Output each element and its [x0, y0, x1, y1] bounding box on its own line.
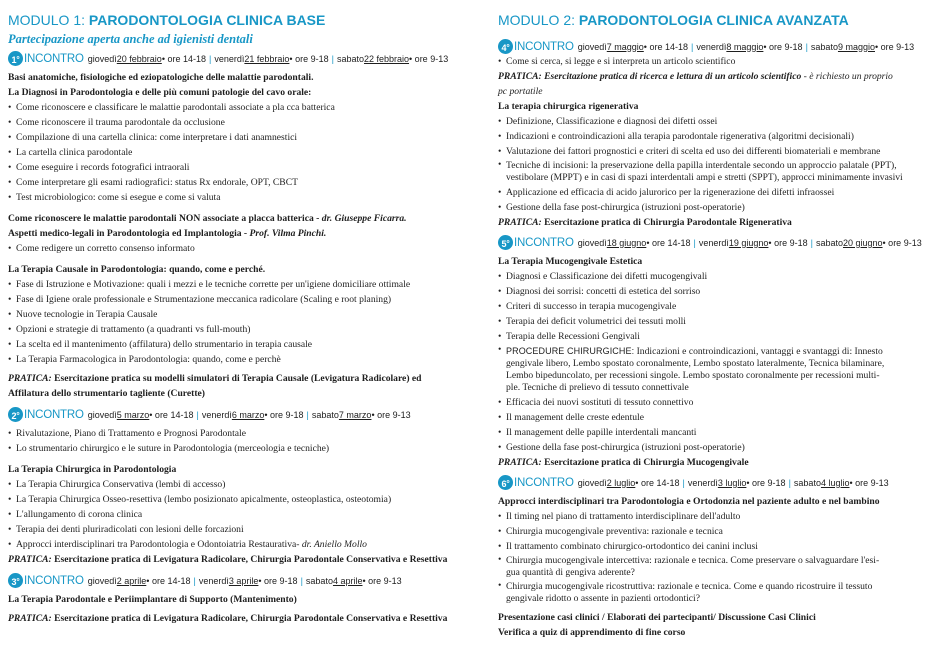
- module-1-title: MODULO 1: PARODONTOLOGIA CLINICA BASE: [8, 12, 326, 28]
- meeting-6-header: 6$^o$ INCONTRO giovedì 2 luglio • ore 14-18 | venerdì 3 luglio • ore 9-18 | sabato 4 luglio • ore 9-13: [498, 475, 938, 490]
- list-item: • Diagnosi dei sorrisi: concetti di estetica del sorriso: [498, 284, 938, 299]
- list-item: • Chirurgia mucogengivale intercettiva: razionale e tecnica. Come preservare o salvaguardare l'esi- gua quantità di gengiva aderente?: [498, 554, 938, 580]
- topic-list: [8, 426, 468, 456]
- list-item: • Rivalutazione, Piano di Trattamento e Prognosi Parodontale: [8, 426, 468, 441]
- module-2-title: MODULO 2: PARODONTOLOGIA CLINICA AVANZATA: [498, 12, 849, 28]
- meeting-1-content: Basi anatomiche, fisiologiche ed eziopatologiche delle malattie parodontali. La Diagnosi in Parodontologia e delle più comuni patologie del cavo orale: • Come riconoscere e classificare le malattie parodontali associate a pla cca batterica • Come riconoscere il trauma parodontale da occlusione • Compilazione di una cartella clinica: come interpretare i dati anamnestici • La cartella clinica parodontale • Come eseguire i records fotografici intraorali • Come interpretare gli esami radiografici: status Rx endorale, OPT, CBCT • Test microbiologico: come si esegue e come si valuta Come riconoscere le malattie parodontali NON associate a placca batterica - dr. Giuseppe Ficarra. Aspetti medico-legali in Parodontologia ed Implantologia - Prof. Vilma Pinchi. • Come redigere un corretto consenso informato La Terapia Causale in Parodontologia: quando, come e perché. • Fase di Istruzione e Motivazione: quali i mezzi e le tecniche corrette per un'igiene domiciliare ottimale • Fase di Igiene orale professionale e Strumentazione meccanica radicolare (Scaling e root planing) • Nuove tecnologie in Terapia Causale • Opzioni e strategie di trattamento (a quadranti vs full-mouth) • La scelta ed il mantenimento (affilatura) dello strumentario in terapia causale • La Terapia Farmacologica in Parodontologia: quando, come e perchè PRATICA: Esercitazione pratica su modelli simulatori di Terapia Causale (Levigatura Radicolare) ed Affilatura dello strumentario tagliente (Curette): [8, 70, 468, 401]
- meeting-number-badge: 5$^o$: [498, 235, 513, 250]
- list-item: • Applicazione ed efficacia di acido jalurorico per la rigenerazione dei difetti infraossei: [498, 185, 938, 200]
- meeting-number-badge: 6$^o$: [498, 475, 513, 490]
- list-item: • Come riconoscere e classificare le malattie parodontali associate a pla cca batterica: [8, 100, 468, 115]
- list-item: • Come si cerca, si legge e si interpreta un articolo scientifico: [498, 54, 938, 69]
- meeting-4-header: 4$^o$ INCONTRO giovedì 7 maggio • ore 14-18 | venerdì 8 maggio • ore 9-18 | sabato 9 maggio • ore 9-13: [498, 39, 938, 54]
- list-item: • L'allungamento di corona clinica: [8, 507, 468, 522]
- meeting-6-content: Approcci interdisciplinari tra Parodontologia e Ortodonzia nel paziente adulto e nel bambino • Il timing nel piano di trattamento interdisciplinare dell'adulto • Chirurgia mucogengivale preventiva: razionale e tecnica • Il trattamento combinato chirurgico-ortodontico dei canini inclusi • Chirurgia mucogengivale intercettiva: razionale e tecnica. Come preservare o salvaguardare l'esi- gua quantità di gengiva aderente? • Chirurgia mucogengivale ricostruttiva: razionale e tecnica. Come e quando ricostruire il tessuto gengivale ridotto o assente in pazienti ortodontici? Presentazione casi clinici / Elaborati dei partecipanti/ Discussione Casi Clinici Verifica a quiz di apprendimento di fine corso: [498, 494, 938, 640]
- list-item: • Il management delle papille interdentali mancanti: [498, 425, 938, 440]
- topic-list: [8, 477, 468, 552]
- topic-list: [498, 54, 938, 69]
- topic-list: [498, 509, 938, 606]
- list-item: • Come redigere un corretto consenso informato: [8, 241, 468, 256]
- module-1-subtitle: Partecipazione aperta anche ad igienisti dentali: [8, 32, 253, 46]
- list-item: • Lo strumentario chirurgico e le suture in Parodontologia (merceologia e tecniche): [8, 441, 468, 456]
- list-item: • Come interpretare gli esami radiografici: status Rx endorale, OPT, CBCT: [8, 175, 468, 190]
- list-item: • Gestione della fase post-chirurgica (istruzioni post-operatorie): [498, 200, 938, 215]
- list-item: • La Terapia Farmacologica in Parodontologia: quando, come e perchè: [8, 352, 468, 367]
- list-item: • Criteri di successo in terapia mucogengivale: [498, 299, 938, 314]
- list-item: • PROCEDURE CHIRURGICHE: Indicazioni e controindicazioni, vantaggi e svantaggi di: Innesto gengivale libero, Lembo spostato coronalmente, Lembo spostato lateralmente, Tecnica bilaminare, Lembo bipeduncolato, per recessioni singole. Lembo spostato coronalmente per recessioni multi- ple. Tecniche di prelievo di tessuto connettivale: [498, 344, 938, 395]
- list-item: • Approcci interdisciplinari tra Parodontologia e Odontoiatria Restaurativa- dr. Aniello Mollo: [8, 537, 468, 552]
- practice-note: PRATICA: Esercitazione pratica di Levigatura Radicolare, Chirurgia Parodontale Conservativa e Resettiva: [8, 613, 448, 624]
- module-2: [498, 0, 938, 640]
- meeting-2-content: • Rivalutazione, Piano di Trattamento e Prognosi Parodontale • Lo strumentario chirurgico e le suture in Parodontologia (merceologia e tecniche) La Terapia Chirurgica in Parodontologia • La Terapia Chirurgica Conservativa (lembi di accesso) • La Terapia Chirurgica Osseo-resettiva (lembo posizionato apicalmente, osteoplastica, osteotomia) • L'allungamento di corona clinica • Terapia dei denti pluriradicolati con lesioni delle forcazioni • Approcci interdisciplinari tra Parodontologia e Odontoiatria Restaurativa- dr. Aniello Mollo PRATICA: Esercitazione pratica di Levigatura Radicolare, Chirurgia Parodontale Conservativa e Resettiva: [8, 426, 468, 567]
- list-item: • Opzioni e strategie di trattamento (a quadranti vs full-mouth): [8, 322, 468, 337]
- list-item: • Terapia dei deficit volumetrici dei tessuti molli: [498, 314, 938, 329]
- list-item: • La Terapia Chirurgica Osseo-resettiva (lembo posizionato apicalmente, osteoplastica, osteotomia): [8, 492, 468, 507]
- topic-list: [8, 277, 468, 367]
- topic-list: [498, 269, 938, 455]
- meeting-number-badge: 3$^o$: [8, 573, 23, 588]
- list-item: • Gestione della fase post-chirurgica (istruzioni post-operatorie): [498, 440, 938, 455]
- list-item: • Il trattamento combinato chirurgico-ortodontico dei canini inclusi: [498, 539, 938, 554]
- meeting-number-badge: 4$^o$: [498, 39, 513, 54]
- list-item: • Il management delle creste edentule: [498, 410, 938, 425]
- meeting-3-header: 3$^o$ INCONTRO giovedì 2 aprile • ore 14-18 | venerdì 3 aprile • ore 9-18 | sabato 4 aprile • ore 9-13: [8, 573, 468, 588]
- practice-note: PRATICA: Esercitazione pratica su modelli simulatori di Terapia Causale (Levigatura Radicolare) ed: [8, 373, 422, 384]
- topic-list: [8, 241, 468, 256]
- topic-list: [8, 100, 468, 205]
- meeting-2-header: 2$^o$ INCONTRO giovedì 5 marzo • ore 14-18 | venerdì 6 marzo • ore 9-18 | sabato 7 marzo • ore 9-13: [8, 407, 468, 422]
- module-1: [8, 0, 468, 626]
- closing-line-1: Presentazione casi clinici / Elaborati dei partecipanti/ Discussione Casi Clinici: [498, 612, 816, 623]
- meeting-5-header: 5$^o$ INCONTRO giovedì 18 giugno • ore 14-18 | venerdì 19 giugno • ore 9-18 | sabato 20 giugno • ore 9-13: [498, 235, 938, 250]
- practice-note: PRATICA: Esercitazione pratica di Levigatura Radicolare, Chirurgia Parodontale Conservativa e Resettiva: [8, 554, 448, 565]
- list-item: • Terapia delle Recessioni Gengivali: [498, 329, 938, 344]
- list-item: • Valutazione dei fattori prognostici e criteri di scelta ed uso dei differenti biomateriali e membrane: [498, 144, 938, 159]
- list-item: • Efficacia dei nuovi sostituti di tessuto connettivo: [498, 395, 938, 410]
- meeting-number-badge: 1$^o$: [8, 51, 23, 66]
- list-item: • La cartella clinica parodontale: [8, 145, 468, 160]
- list-item: • Compilazione di una cartella clinica: come interpretare i dati anamnestici: [8, 130, 468, 145]
- list-item: • Chirurgia mucogengivale preventiva: razionale e tecnica: [498, 524, 938, 539]
- list-item: • Nuove tecnologie in Terapia Causale: [8, 307, 468, 322]
- topic-list: [498, 114, 938, 215]
- meeting-1-header: 1$^o$ INCONTRO giovedì 20 febbraio • ore 14-18 | venerdì 21 febbraio • ore 9-18 | sabato 22 febbraio • ore 9-13: [8, 51, 468, 66]
- list-item: • Come eseguire i records fotografici intraorali: [8, 160, 468, 175]
- list-item: • Tecniche di incisioni: la preservazione della papilla interdentale secondo un approccio palatale (PPT), vestibolare (MPPT) e in casi di spazi interdentali ampi e stretti (SPPT), approcci minimamente invasivi: [498, 159, 938, 185]
- list-item: • Test microbiologico: come si esegue e come si valuta: [8, 190, 468, 205]
- practice-note: PRATICA: Esercitazione pratica di ricerca e lettura di un articolo scientifico - è richiesto un proprio: [498, 71, 893, 82]
- list-item: • Indicazioni e controindicazioni alla terapia parodontale rigenerativa (algoritmi decisionali): [498, 129, 938, 144]
- list-item: • Diagnosi e Classificazione dei difetti mucogengivali: [498, 269, 938, 284]
- list-item: • La Terapia Chirurgica Conservativa (lembi di accesso): [8, 477, 468, 492]
- meeting-5-content: La Terapia Mucogengivale Estetica • Diagnosi e Classificazione dei difetti mucogengivali • Diagnosi dei sorrisi: concetti di estetica del sorriso • Criteri di successo in terapia mucogengivale • Terapia dei deficit volumetrici dei tessuti molli • Terapia delle Recessioni Gengivali • PROCEDURE CHIRURGICHE: Indicazioni e controindicazioni, vantaggi e svantaggi di: Innesto gengivale libero, Lembo spostato coronalmente, Lembo spostato lateralmente, Tecnica bilaminare, Lembo bipeduncolato, per recessioni singole. Lembo spostato coronalmente per recessioni multi- ple. Tecniche di prelievo di tessuto connettivale • Efficacia dei nuovi sostituti di tessuto connettivo • Il management delle creste edentule • Il management delle papille interdentali mancanti • Gestione della fase post-chirurgica (istruzioni post-operatorie) PRATICA: Esercitazione pratica di Chirurgia Mucogengivale: [498, 254, 938, 470]
- meeting-4-content: • Come si cerca, si legge e si interpreta un articolo scientifico PRATICA: Esercitazione pratica di ricerca e lettura di un articolo scientifico - è richiesto un proprio pc portatile La terapia chirurgica rigenerativa • Definizione, Classificazione e diagnosi dei difetti ossei • Indicazioni e controindicazioni alla terapia parodontale rigenerativa (algoritmi decisionali) • Valutazione dei fattori prognostici e criteri di scelta ed uso dei differenti biomateriali e membrane • Tecniche di incisioni: la preservazione della papilla interdentale secondo un approccio palatale (PPT), vestibolare (MPPT) e in casi di spazi interdentali ampi e stretti (SPPT), approcci minimamente invasivi • Applicazione ed efficacia di acido jalurorico per la rigenerazione dei difetti infraossei • Gestione della fase post-chirurgica (istruzioni post-operatorie) PRATICA: Esercitazione pratica di Chirurgia Parodontale Rigenerativa: [498, 54, 938, 230]
- list-item: • Terapia dei denti pluriradicolati con lesioni delle forcazioni: [8, 522, 468, 537]
- list-item: • Fase di Igiene orale professionale e Strumentazione meccanica radicolare (Scaling e root planing): [8, 292, 468, 307]
- list-item: • Chirurgia mucogengivale ricostruttiva: razionale e tecnica. Come e quando ricostruire il tessuto gengivale ridotto o assente in pazienti ortodontici?: [498, 580, 938, 606]
- practice-note: PRATICA: Esercitazione pratica di Chirurgia Parodontale Rigenerativa: [498, 217, 792, 228]
- closing-line-2: Verifica a quiz di apprendimento di fine corso: [498, 627, 686, 638]
- list-item: • Come riconoscere il trauma parodontale da occlusione: [8, 115, 468, 130]
- meeting-number-badge: 2$^o$: [8, 407, 23, 422]
- list-item: • Fase di Istruzione e Motivazione: quali i mezzi e le tecniche corrette per un'igiene domiciliare ottimale: [8, 277, 468, 292]
- list-item: • Definizione, Classificazione e diagnosi dei difetti ossei: [498, 114, 938, 129]
- practice-note: PRATICA: Esercitazione pratica di Chirurgia Mucogengivale: [498, 457, 749, 468]
- list-item: • Il timing nel piano di trattamento interdisciplinare dell'adulto: [498, 509, 938, 524]
- meeting-3-content: La Terapia Parodontale e Periimplantare di Supporto (Mantenimento) PRATICA: Esercitazione pratica di Levigatura Radicolare, Chirurgia Parodontale Conservativa e Resettiva: [8, 592, 468, 626]
- list-item: • La scelta ed il mantenimento (affilatura) dello strumentario in terapia causale: [8, 337, 468, 352]
